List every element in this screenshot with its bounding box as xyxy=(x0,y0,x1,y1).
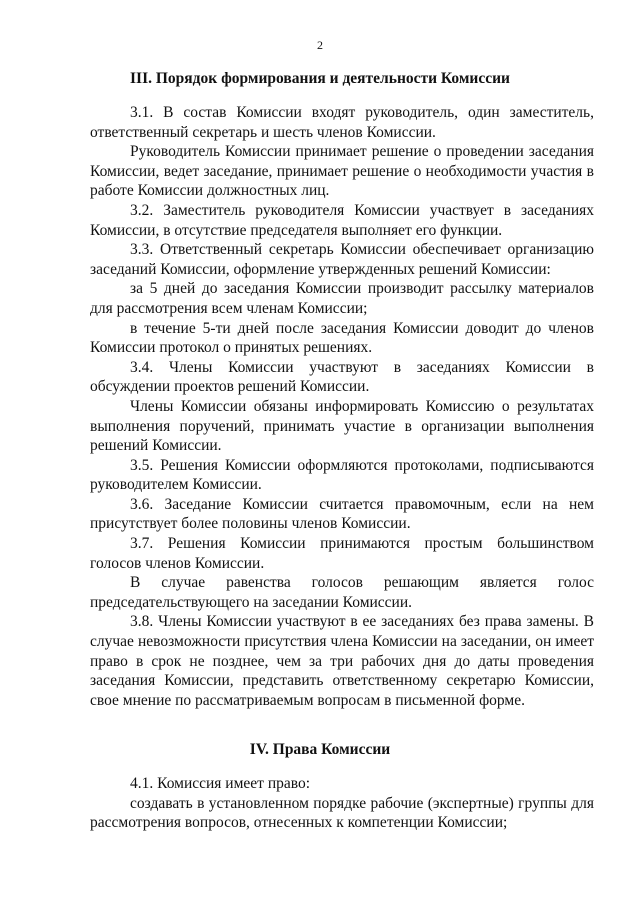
page-number: 2 xyxy=(317,38,323,52)
paragraph-3-3-item-2: в течение 5-ти дней после заседания Комиссии доводит до членов Комиссии протокол о принятых решениях. xyxy=(90,319,594,357)
paragraph-4-1: 4.1. Комиссия имеет право: xyxy=(130,775,311,792)
paragraph-4-1-item-1: создавать в установленном порядке рабочие (экспертные) группы для рассмотрения вопросов, отнесенных к компетенции Комиссии; xyxy=(90,794,594,832)
section-4-heading: IV. Права Комиссии xyxy=(249,741,391,758)
section-4-body xyxy=(90,774,594,833)
paragraph-3-3-item-1: за 5 дней до заседания Комиссии производит рассылку материалов для рассмотрения всем членам Комиссии; xyxy=(90,280,594,317)
paragraph-3-1: 3.1. В состав Комиссии входят руководитель, один заместитель, ответственный секретарь и шесть членов Комиссии. xyxy=(90,104,594,141)
paragraph-3-1-head: Руководитель Комиссии принимает решение о проведении заседания Комиссии, ведет заседание, принимает решение о необходимости участия в работе Комиссии должностных лиц. xyxy=(90,143,594,200)
section-3-heading: III. Порядок формирования и деятельности Комиссии xyxy=(130,70,510,87)
paragraph-3-7-tie: В случае равенства голосов решающим является голос председательствующего на заседании Комиссии. xyxy=(90,574,594,611)
paragraph-3-4-duties: Члены Комиссии обязаны информировать Комиссию о результатах выполнения поручений, принимать участие в организации выполнения решений Комиссии. xyxy=(90,397,594,455)
paragraph-3-3: 3.3. Ответственный секретарь Комиссии обеспечивает организацию заседаний Комиссии, оформление утвержденных решений Комиссии: xyxy=(90,241,594,278)
paragraph-3-6: 3.6. Заседание Комиссии считается правомочным, если на нем присутствует более половины членов Комиссии. xyxy=(90,495,594,533)
paragraph-3-4: 3.4. Члены Комиссии участвуют в заседаниях Комиссии в обсуждении проектов решений Комиссии. xyxy=(90,358,594,396)
section-3-body xyxy=(90,103,594,710)
paragraph-3-2: 3.2. Заместитель руководителя Комиссии участвует в заседаниях Комиссии, в отсутствие председателя выполняет его функции. xyxy=(90,201,594,239)
paragraph-3-5: 3.5. Решения Комиссии оформляются протоколами, подписываются руководителем Комиссии. xyxy=(90,456,594,494)
paragraph-3-8: 3.8. Члены Комиссии участвуют в ее заседаниях без права замены. В случае невозможности присутствия члена Комиссии на заседании, он имеет право в срок не позднее, чем за три рабочих дня до даты проведения заседания Комиссии, представить ответственному секретарю Комиссии, свое мнение по рассматриваемым вопросам в письменной форме. xyxy=(90,613,594,709)
paragraph-3-7: 3.7. Решения Комиссии принимаются простым большинством голосов членов Комиссии. xyxy=(90,535,594,572)
